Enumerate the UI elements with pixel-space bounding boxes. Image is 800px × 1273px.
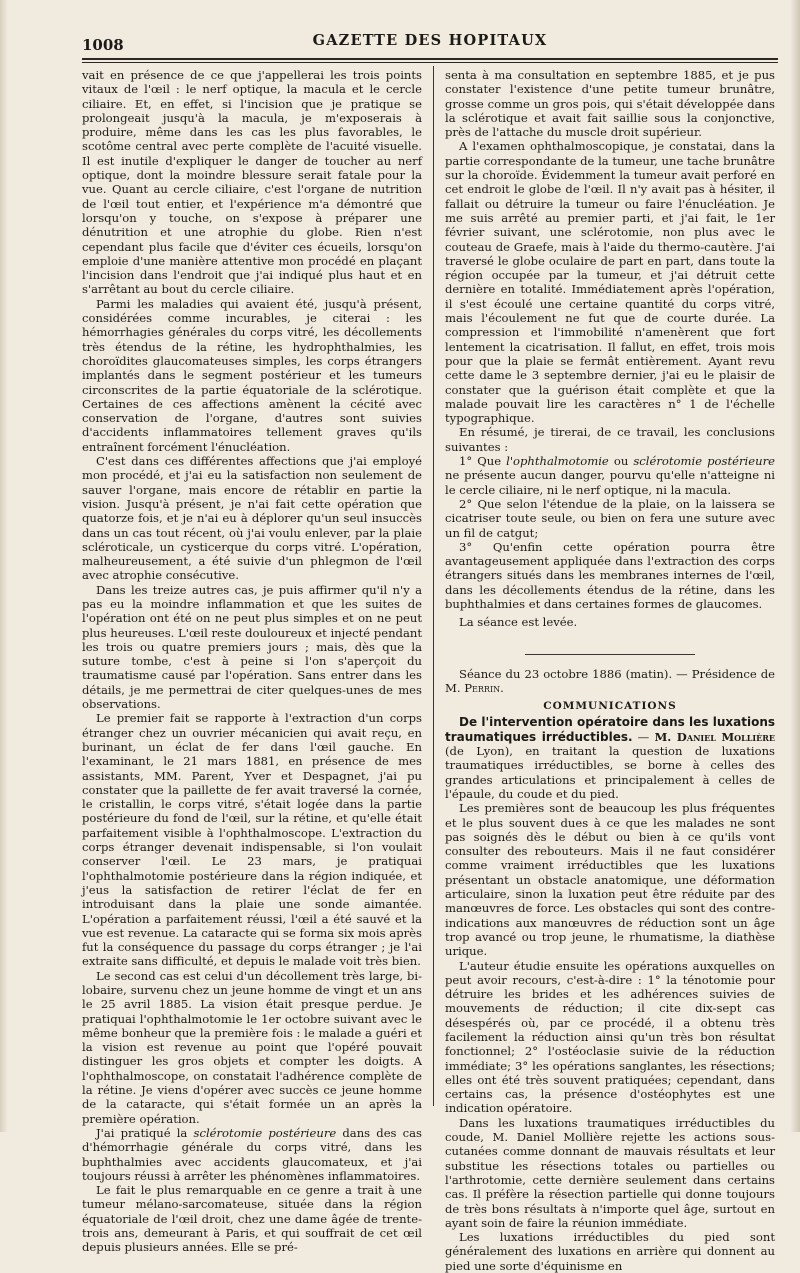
president-name: Perrin [464, 680, 501, 695]
paragraph: A l'examen ophthalmoscopique, je constatai, dans la partie correspondante de la tumeur, une tache brunâtre sur la choroïde. Évidemment la tumeur avait perforé en cet endroit le globe de l'œil. Il n'y avait pas à hésiter, il fallait ou détruire la tumeur ou faire l'énucléation. Je me suis arrêté au premier parti, et j'ai fait, le 1er février suivant, une sclérotomie, non plus avec le couteau de Graefe, mais à l'aide du thermo-cautère. J'ai traversé le globe oculaire de part en part, dans toute la région occupée par la tumeur, et j'ai détruit cette dernière en totalité. Immédiatement après l'opération, il s'est écoulé une certaine quantité du corps vitré, mais l'écoulement ne fut que de courte durée. La compression et l'immobilité n'amenèrent que fort lentement la cicatrisation. Il fallut, en effet, trois mois pour que la plaie se fermât entièrement. Ayant revu cette dame le 3 septembre dernier, j'ai eu le plaisir de constater que la guérison était complète et que la malade pouvait lire les caractères n° 1 de l'échelle typographique. [445, 139, 775, 426]
page-number: 1008 [82, 36, 124, 54]
closing-line: La séance est levée. [459, 615, 578, 630]
text-run: . [500, 680, 504, 695]
paragraph: Les luxations irréductibles du pied sont généralement des luxations en arrière qui donnent au pied une sorte d'équinisme en [445, 1230, 775, 1273]
page-left-shadow [0, 0, 8, 1132]
paragraph: Les premières sont de beaucoup les plus fréquentes et le plus souvent dues à ce que les malades ne sont pas soignés dès le début ou bien à ce qu'ils vont consulter des rebouteurs. Mais il ne faut considérer comme vraiment irréductibles que les luxations présentant un obstacle anatomique, une déformation articulaire, sinon la luxation peut être réduite par des manœuvres de force. Les obstacles qui sont des contre-indications aux manœuvres de réduction sont un âge trop avancé ou trop jeune, le rhumatisme, la diathèse urique. [445, 801, 775, 959]
conclusion-item: 2° Que selon l'étendue de la plaie, on la laissera se cicatriser toute seule, ou bien on fera une suture avec un fil de catgut; [445, 496, 775, 540]
paragraph: Dans les luxations traumatiques irréductibles du coude, M. Daniel Mollière rejette les actions sous-cutanées comme donnant de mauvais résultats et leur substitue les résections totales ou partielles ou l'arthrotomie, cette dernière seulement dans certains cas. Il préfère la résection partielle qui donne toujours de très bons résultats à n'importe quel âge, surtout en ayant soin de faire la réunion immédiate. [445, 1115, 775, 1230]
article-title: De l'intervention opératoire dans les luxations traumatiques irréductibles. [445, 715, 775, 744]
paragraph: senta à ma consultation en septembre 1885, et je pus constater l'existence d'une petite tumeur brunâtre, grosse comme un gros pois, qui s'était développée dans la sclérotique et avait fait saillie sous la conjonctive, près de l'attache du muscle droit supérieur. [445, 68, 775, 140]
emphasis-text: sclérotomie postérieure [633, 454, 775, 469]
conclusion-item [445, 454, 775, 497]
conclusion-item: 3° Qu'enfin cette opération pourra être avantageusement appliquée dans l'extraction des corps étrangers situés dans les membranes internes de l'œil, dans les décollements étendus de la rétine, dans les buphthalmies et dans certaines formes de glaucomes. [445, 539, 775, 611]
text-run: (de Lyon), en traitant la question de luxations traumatiques irréductibles, se borne à celles des grandes articulations et principalement à celles de l'épaule, du coude et du pied. [445, 744, 775, 801]
section-heading: COMMUNICATIONS [543, 700, 677, 713]
paragraph: vait en présence de ce que j'appellerai les trois points vitaux de l'œil : le nerf optique, la macula et le cercle ciliaire. Et, en effet, si l'incision que je pratique se prolongeait jusqu'à la macula, je m'exposerais à produire, même dans les cas les plus favorables, le scotôme central avec perte complète de l'acuité visuelle. Il est inutile d'expliquer le danger de toucher au nerf optique, dont la moindre blessure serait fatale pour la vue. Quant au cercle ciliaire, c'est l'organe de nutrition de l'œil tout entier, et l'expérience m'a démontré que lorsqu'on y touche, on s'expose à préparer une dénutrition et une atrophie du globe. Rien n'est cependant plus facile que d'éviter ces écueils, lorsqu'on emploie d'une manière attentive mon procédé en plaçant l'incision dans l'endroit que j'ai indiqué plus haut et en s'arrêtant au bout du cercle ciliaire. [82, 68, 422, 297]
text-run: J'ai pratiqué la [96, 1125, 194, 1140]
paragraph: En résumé, je tirerai, de ce travail, les conclusions suivantes : [445, 425, 775, 454]
section-separator [525, 654, 695, 655]
emphasis-text: l'ophthalmotomie [506, 454, 609, 469]
text-run: 1° Que [459, 454, 507, 469]
article-author: M. Daniel Mollière [654, 729, 775, 744]
paragraph: Dans les treize autres cas, je puis affirmer qu'il n'y a pas eu la moindre inflammation et que les suites de l'opération ont été on ne peut plus simples et on ne peut plus heureuses. L'œil reste douloureux et injecté pendant les trois ou quatre premiers jours ; mais, dès que la suture tombe, c'est à peine si l'on s'aperçoit du traumatisme causé par l'opération. Sans entrer dans les détails, je me permettrai de citer quelques-unes de mes observations. [82, 582, 422, 712]
paragraph: Le fait le plus remarquable en ce genre a trait à une tumeur mélano-sarcomateuse, située dans la région équatoriale de l'œil droit, chez une dame âgée de trente-trois ans, demeurant à Paris, et qui souffrait de cet œil depuis plusieurs années. Elle se pré- [82, 1183, 422, 1255]
article-intro [445, 715, 775, 801]
session-line [445, 667, 775, 696]
header-rule-thick [82, 58, 778, 60]
left-column [82, 68, 422, 1255]
paragraph: L'auteur étudie ensuite les opérations auxquelles on peut avoir recours, c'est-à-dire : 1° la ténotomie pour détruire les brides et les adhérences suivies de mouvements de réduction; il cite dix-sept cas désespérés où, par ce procédé, il a obtenu très facilement la réduction ainsi qu'un très bon résultat fonctionnel; 2° l'ostéoclasie suivie de la réduction immédiate; 3° les opérations sanglantes, les résections; elles ont été très souvent pratiquées; cependant, dans certains cas, la présence d'ostéophytes est une indication opératoire. [445, 958, 775, 1116]
right-column [445, 68, 775, 1273]
paragraph: Le premier fait se rapporte à l'extraction d'un corps étranger chez un ouvrier mécanicien qui avait reçu, en burinant, un éclat de fer dans l'œil gauche. En l'examinant, le 21 mars 1881, en présence de mes assistants, MM. Parent, Yver et Despagnet, j'ai pu constater que la paillette de fer avait traversé la cornée, le cristallin, le corps vitré, s'était logée dans la partie postérieure du fond de l'œil, sur la rétine, et qu'elle était parfaitement visible à l'ophthalmoscope. L'extraction du corps étranger devenait indispensable, si l'on voulait conserver l'œil. Le 23 mars, je pratiquai l'ophthalmotomie postérieure dans la région indiquée, et j'eus la satisfaction de retirer l'éclat de fer en introduisant dans la plaie une sonde aimantée. L'opération a parfaitement réussi, l'œil a été sauvé et la vue est revenue. La cataracte qui se forma six mois après fut la conséquence du passage du corps étranger ; je l'ai extraite sans difficulté, et depuis le malade voit très bien. [82, 711, 422, 969]
paragraph: C'est dans ces différentes affections que j'ai employé mon procédé, et j'ai eu la satisfaction non seulement de sauver l'organe, mais encore de rétablir en partie la vision. Jusqu'à présent, je n'ai fait cette opération que quatorze fois, et je n'ai eu à déplorer qu'un seul insuccès dans un cas tout récent, où j'ai voulu enlever, par la plaie scléroticale, un cysticerque du corps vitré. L'opération, malheureusement, a été suivie d'un phlegmon de l'œil avec atrophie consécutive. [82, 454, 422, 583]
text-run: ou [608, 454, 634, 469]
emphasis-text: sclérotomie postérieure [193, 1125, 337, 1140]
text-run: ne présente aucun danger, pourvu qu'elle n'atteigne ni le cercle ciliaire, ni le nerf optique, ni la macula. [445, 468, 775, 497]
page-right-shadow [790, 0, 800, 1132]
paragraph [82, 1126, 422, 1183]
text-run: dans des cas d'hémorrhagie générale du corps vitré, dans les buphthalmies avec accidents glaucomateux, et j'ai toujours réussi à arrêter les phénomènes inflammatoires. [82, 1125, 422, 1183]
paragraph: Le second cas est celui d'un décollement très large, bi-lobaire, survenu chez un jeune homme de vingt et un ans le 25 avril 1885. La vision était presque perdue. Je pratiquai l'ophthalmotomie le 1er octobre suivant avec le même bonheur que la première fois : le malade a guéri et la vision est revenue au point que l'opéré pouvait distinguer les gros objets et compter les doigts. A l'ophthalmoscope, on constatait l'adhérence complète de la rétine. Je viens d'opérer avec succès ce jeune homme de la cataracte, qui s'était formée un an après la première opération. [82, 968, 422, 1126]
header-rule-thin [82, 62, 778, 63]
running-title: GAZETTE DES HOPITAUX [312, 32, 548, 49]
text-run: — [632, 729, 655, 744]
page-header [82, 30, 778, 54]
text-run: Séance du 23 octobre 1886 (matin). — Présidence de M. [445, 666, 775, 695]
column-divider [433, 66, 434, 1106]
paragraph: Parmi les maladies qui avaient été, jusqu'à présent, considérées comme incurables, je citerai : les hémorrhagies générales du corps vitré, les décollements très étendus de la rétine, les hydrophthalmies, les choroïdites glaucomateuses simples, les corps étrangers implantés dans le segment postérieur et les tumeurs circonscrites de la partie équatoriale de la sclérotique. Certaines de ces affections amènent la cécité avec conservation de l'organe, d'autres sont suivies d'accidents inflammatoires tellement graves qu'ils entraînent forcément l'énucléation. [82, 296, 422, 454]
